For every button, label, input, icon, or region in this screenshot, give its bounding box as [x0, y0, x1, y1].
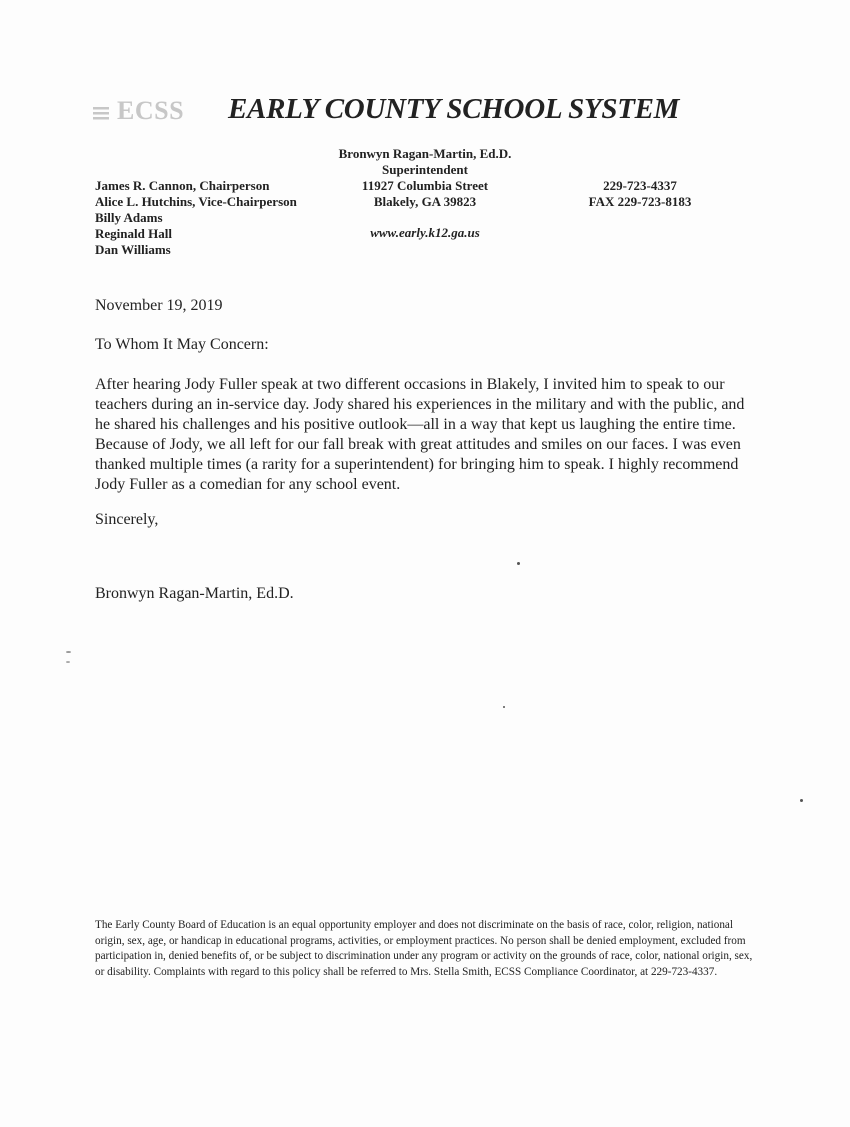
board-member: James R. Cannon, Chairperson [95, 178, 270, 193]
superintendent-title: Superintendent [382, 162, 468, 177]
letter-closing: Sincerely, [95, 511, 159, 528]
equal-opportunity-notice: The Early County Board of Education is an equal opportunity employer and does not discriminate on the basis of race, color, religion, national origin, sex, age, or handicap in educational programs, activities, or employment practices. No person shall be denied employment, excluded from participation in, denied benefits of, or be subject to discrimination under any program or activity on the grounds of race, color, national origin, sex, or disability. Complaints with regard to this policy shall be referred to Mrs. Stella Smith, ECSS Compliance Coordinator, at 229-723-4337. [95, 919, 753, 978]
school-system-title: EARLY COUNTY SCHOOL SYSTEM [228, 93, 680, 125]
board-member: Alice L. Hutchins, Vice-Chairperson [95, 194, 297, 209]
superintendent-name: Bronwyn Ragan-Martin, Ed.D. [338, 146, 512, 161]
ecss-logo [93, 97, 184, 125]
scan-speck [503, 706, 505, 708]
fax-number: FAX 229-723-8183 [588, 194, 692, 209]
board-member: Billy Adams [95, 210, 163, 225]
scan-speck [800, 799, 803, 802]
street-address: 11927 Columbia Street [361, 178, 489, 193]
signature-name: Bronwyn Ragan-Martin, Ed.D. [95, 585, 294, 602]
scan-speck [66, 661, 70, 663]
phone-number: 229-723-4337 [603, 178, 677, 193]
website-link[interactable]: www.early.k12.ga.us [370, 225, 480, 240]
letter-date: November 19, 2019 [95, 297, 223, 314]
letter-body: After hearing Jody Fuller speak at two different occasions in Blakely, I invited him to speak to our teachers during an in-service day. Jody shared his experiences in the military and with the public, and he shared his challenges and his positive outlook—all in a way that kept us laughing the entire time. Because of Jody, we all left for our fall break with great attitudes and smiles on our faces. I was even thanked multiple times (a rarity for a superintendent) for bringing him to speak. I highly recommend Jody Fuller as a comedian for any school event. [95, 376, 745, 493]
board-member: Reginald Hall [95, 226, 172, 241]
scan-speck [517, 562, 520, 565]
logo-text: ECSS [117, 96, 185, 125]
menu-lines-icon [93, 106, 113, 120]
superintendent-info [270, 146, 580, 241]
letter-salutation: To Whom It May Concern: [95, 336, 269, 353]
city-address: Blakely, GA 39823 [373, 194, 477, 209]
board-members [95, 178, 297, 258]
contact-info [570, 178, 710, 210]
board-member: Dan Williams [95, 242, 171, 257]
scan-speck [66, 651, 71, 653]
